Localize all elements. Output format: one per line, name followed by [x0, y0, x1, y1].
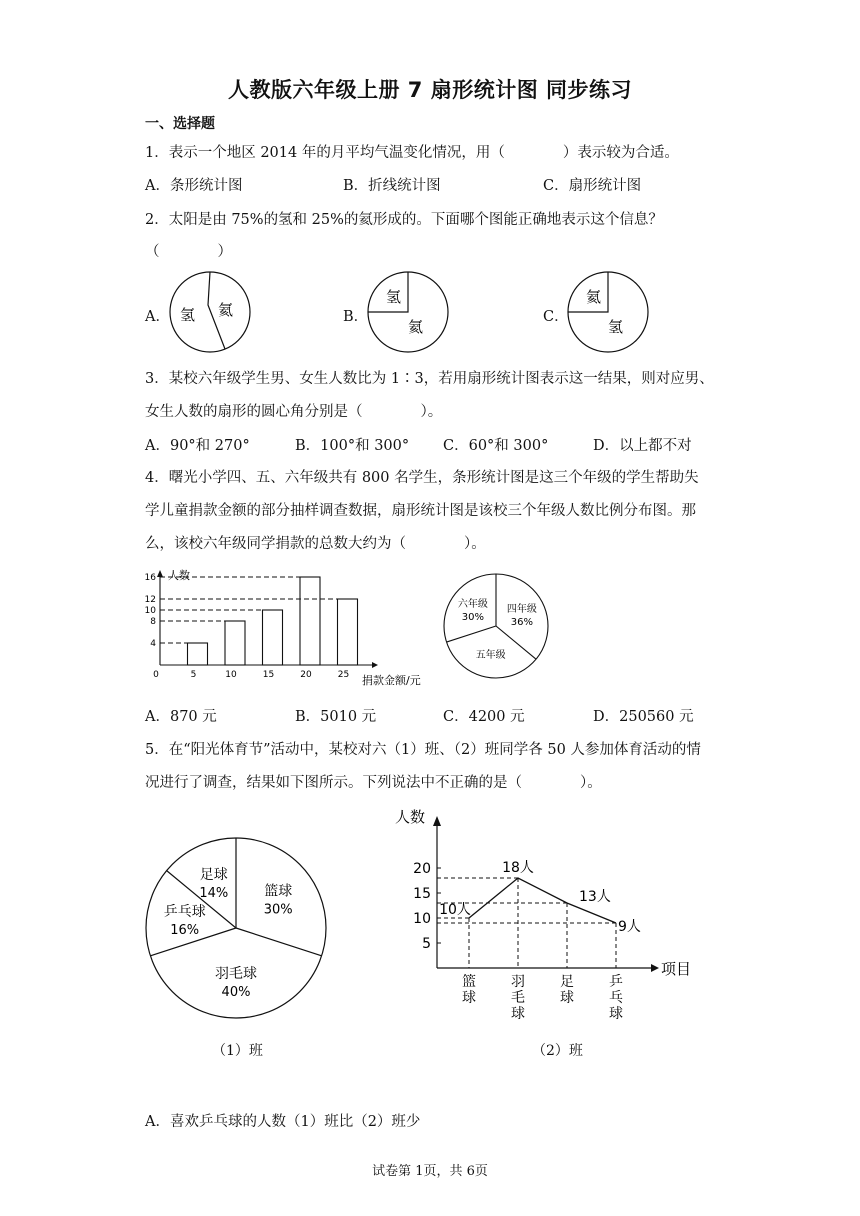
pie-slice-label: 四年级	[506, 603, 537, 615]
class1-pie-plot	[146, 838, 326, 1018]
pie-slice-label: 羽毛球	[215, 966, 257, 983]
q4-option-d[interactable]: D．250560 元	[593, 709, 694, 725]
pie-slice-label: 六年级	[457, 599, 488, 611]
class2-line-plot	[395, 808, 691, 1022]
x-category-char: 球	[462, 990, 476, 1006]
pie-b-small-label: 氢	[386, 288, 402, 306]
pie-slice-pct: 30%	[263, 902, 293, 918]
x-tick-label: 0	[153, 670, 159, 680]
q2-pie-c	[566, 270, 652, 356]
x-category-char: 球	[609, 1006, 623, 1022]
y-axis-label: 人数	[395, 808, 426, 826]
x-tick-label: 15	[262, 670, 275, 680]
pie-slice-pct: 40%	[221, 985, 251, 1001]
q3-stem-line2: 女生人数的扇形的圆心角分别是（ ）。	[145, 404, 443, 420]
q2-pie-a	[168, 270, 254, 356]
q3-option-d[interactable]: D．以上都不对	[593, 438, 692, 454]
y-tick-label: 20	[413, 861, 431, 877]
bar	[225, 621, 245, 665]
pie-slice-pct: 30%	[461, 612, 484, 624]
q4-pie-chart	[440, 570, 552, 682]
q4-stem-line1: 4．曙光小学四、五、六年级共有 800 名学生，条形统计图是这三个年级的学生帮助失	[145, 470, 699, 486]
point-label: 10人	[439, 902, 471, 918]
q2-option-b[interactable]: B．	[343, 309, 369, 325]
q2-stem: 2．太阳是由 75%的氢和 25%的氦形成的。下面哪个图能正确地表示这个信息？	[145, 212, 663, 228]
x-category-char: 毛	[511, 990, 525, 1006]
q2-option-a[interactable]: A．	[145, 309, 170, 325]
q2-option-c[interactable]: C．	[543, 309, 569, 325]
x-axis-label: 捐款金额/元	[362, 674, 421, 687]
x-tick-label: 20	[300, 670, 312, 680]
q1-stem: 1．表示一个地区 2014 年的月平均气温变化情况，用（ ）表示较为合适。	[145, 145, 679, 161]
pie-divider	[447, 626, 496, 642]
point-label: 13人	[579, 889, 611, 905]
q4-option-a[interactable]: A．870 元	[145, 709, 217, 725]
y-tick-label: 4	[150, 639, 156, 649]
bar	[300, 577, 320, 665]
y-tick-label: 5	[422, 936, 431, 952]
pie-divider	[236, 928, 322, 956]
x-tick-label: 5	[190, 670, 197, 680]
section-heading: 一、选择题	[145, 116, 215, 132]
pie-b-large-label: 氦	[408, 318, 424, 336]
pie-a-left-label: 氢	[180, 306, 196, 324]
q3-option-a[interactable]: A．90°和 270°	[145, 438, 250, 454]
pie-slice-label: 篮球	[264, 883, 293, 900]
y-tick-label: 8	[150, 617, 156, 627]
bar	[338, 599, 358, 665]
y-tick-label: 15	[413, 886, 431, 902]
q2-paren: （ ）	[145, 244, 232, 260]
q2-pie-b	[366, 270, 452, 356]
bar	[188, 643, 208, 665]
bar-chart-plot	[145, 568, 421, 687]
pie-slice-label: 五年级	[475, 650, 506, 662]
q4-option-b[interactable]: B．5010 元	[295, 709, 377, 725]
y-axis-arrow	[157, 570, 163, 577]
bar	[263, 610, 283, 665]
x-category-char: 乓	[609, 990, 623, 1006]
q5-caption-class1: （1）班	[212, 1043, 263, 1059]
x-category-char: 球	[560, 990, 574, 1006]
grade-pie-plot	[444, 574, 548, 678]
q5-stem-line1: 5．在“阳光体育节”活动中，某校对六（1）班、（2）班同学各 50 人参加体育活动的情	[145, 742, 701, 758]
y-axis-arrow	[433, 816, 441, 826]
q5-class2-line-chart	[385, 800, 705, 1035]
q4-bar-chart	[140, 565, 440, 690]
q4-option-c[interactable]: C．4200 元	[443, 709, 525, 725]
q1-option-c[interactable]: C．扇形统计图	[543, 178, 642, 194]
pie-slice-pct: 14%	[199, 885, 229, 901]
page-title: 人教版六年级上册 7 扇形统计图 同步练习	[227, 78, 633, 102]
pie-slice-label: 乒乓球	[163, 904, 206, 921]
point-label: 18人	[502, 860, 534, 876]
point-label: 9人	[618, 919, 641, 935]
x-tick-label: 25	[337, 670, 350, 680]
q3-option-b[interactable]: B．100°和 300°	[295, 438, 410, 454]
x-axis-arrow	[372, 662, 378, 668]
pie-slice-pct: 36%	[510, 616, 533, 628]
q5-option-a[interactable]: A．喜欢乒乓球的人数（1）班比（2）班少	[145, 1114, 421, 1130]
q4-stem-line3: 么，该校六年级同学捐款的总数大约为（ ）。	[145, 536, 486, 552]
y-tick-label: 10	[413, 911, 431, 927]
x-axis-label: 项目	[661, 960, 692, 978]
x-category-char: 乒	[609, 974, 623, 990]
y-tick-label: 10	[144, 606, 156, 616]
q1-option-b[interactable]: B．折线统计图	[343, 178, 441, 194]
pie-slice-label: 足球	[199, 866, 228, 883]
pie-a-right-label: 氦	[218, 301, 234, 319]
q4-stem-line2: 学儿童捐款金额的部分抽样调查数据，扇形统计图是该校三个年级人数比例分布图。那	[145, 503, 696, 519]
q3-option-c[interactable]: C．60°和 300°	[443, 438, 549, 454]
x-category-char: 羽	[511, 974, 525, 990]
pie-c-large-label: 氢	[608, 318, 624, 336]
page-footer: 试卷第 1页，共 6页	[372, 1164, 488, 1179]
x-category-char: 球	[511, 1006, 525, 1022]
q5-class1-pie	[142, 832, 332, 1022]
y-tick-label: 16	[144, 573, 156, 583]
y-axis-label: 人数	[168, 569, 190, 582]
x-category-char: 足	[560, 974, 574, 990]
x-tick-label: 10	[225, 670, 237, 680]
q3-stem-line1: 3．某校六年级学生男、女生人数比为 1∶3，若用扇形统计图表示这一结果，则对应男、	[145, 371, 714, 387]
pie-c-small-label: 氦	[586, 288, 602, 306]
pie-slice-pct: 16%	[170, 923, 200, 939]
x-category-char: 篮	[462, 974, 476, 990]
q5-caption-class2: （2）班	[532, 1043, 583, 1059]
x-axis-arrow	[651, 964, 659, 972]
y-tick-label: 12	[144, 595, 156, 605]
q1-option-a[interactable]: A．条形统计图	[145, 178, 243, 194]
q5-stem-line2: 况进行了调查，结果如下图所示。下列说法中不正确的是（ ）。	[145, 775, 602, 791]
